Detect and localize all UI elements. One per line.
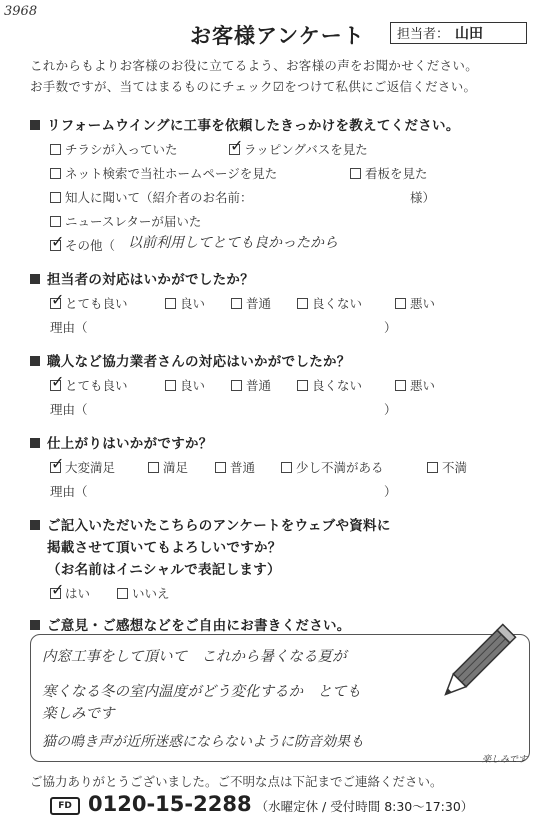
q3-reason-close: ） bbox=[384, 402, 397, 417]
q3-option-normal[interactable] bbox=[231, 376, 271, 394]
footer-thanks: ご協力ありがとうございました。ご不明な点は下記までご連絡ください。 bbox=[30, 774, 443, 789]
q4-reason-close: ） bbox=[384, 484, 397, 499]
freedial-icon: FD bbox=[50, 797, 80, 815]
checkbox[interactable] bbox=[117, 588, 128, 599]
option-label: とても良い bbox=[65, 378, 128, 393]
pencil-icon bbox=[438, 612, 528, 702]
checkbox[interactable] bbox=[215, 462, 226, 473]
option-label: ニュースレターが届いた bbox=[65, 214, 202, 229]
option-label: ネット検索で当社ホームページを見た bbox=[65, 166, 278, 181]
q1-friend-suffix: 様） bbox=[410, 190, 436, 205]
q4-question: 仕上がりはいかがですか？ bbox=[47, 436, 213, 452]
q2-option-bad[interactable] bbox=[395, 294, 435, 312]
checkbox[interactable] bbox=[165, 380, 176, 391]
checkbox[interactable] bbox=[50, 192, 61, 203]
option-label: いいえ bbox=[132, 586, 170, 601]
q4-reason-label: 理由（ bbox=[50, 484, 88, 499]
q2-reason-close: ） bbox=[384, 320, 397, 335]
bullet-square-icon bbox=[30, 620, 40, 630]
option-label: チラシが入っていた bbox=[65, 142, 178, 157]
bullet-square-icon bbox=[30, 274, 40, 284]
checkbox[interactable] bbox=[148, 462, 159, 473]
q1-option-web[interactable] bbox=[50, 164, 277, 182]
q4-option-very-satisfied[interactable] bbox=[50, 458, 115, 476]
q5-question-line2: 掲載させて頂いてもよろしいですか？ bbox=[47, 540, 282, 556]
bullet-square-icon bbox=[30, 120, 40, 130]
checkbox-checked[interactable] bbox=[50, 298, 61, 309]
option-label: ラッピングバスを見た bbox=[244, 142, 368, 157]
q3-question: 職人など協力業者さんの対応はいかがでしたか？ bbox=[47, 354, 351, 370]
q2-reason-label: 理由（ bbox=[50, 320, 88, 335]
q3-heading bbox=[30, 350, 351, 370]
option-label: 良くない bbox=[312, 378, 363, 393]
staff-label: 担当者： bbox=[397, 27, 450, 42]
q1-option-sign[interactable] bbox=[350, 164, 428, 182]
checkbox[interactable] bbox=[297, 298, 308, 309]
option-label: 良い bbox=[180, 378, 206, 393]
option-label: 普通 bbox=[230, 460, 256, 475]
intro-line-2: お手数ですが、当てはまるものにチェック☑をつけて私供にご返信ください。 bbox=[30, 79, 477, 94]
q2-heading bbox=[30, 268, 254, 288]
q3-option-very-good[interactable] bbox=[50, 376, 128, 394]
q3-reason-label: 理由（ bbox=[50, 402, 88, 417]
q4-option-slightly-dissatisfied[interactable] bbox=[281, 458, 384, 476]
checkbox[interactable] bbox=[350, 168, 361, 179]
q4-heading bbox=[30, 432, 213, 452]
q1-option-news[interactable] bbox=[50, 212, 201, 230]
staff-box bbox=[390, 22, 527, 44]
bullet-square-icon bbox=[30, 438, 40, 448]
option-label: 普通 bbox=[246, 378, 272, 393]
q4-option-dissatisfied[interactable] bbox=[427, 458, 467, 476]
option-label: とても良い bbox=[65, 296, 128, 311]
comment-line-2: 寒くなる冬の室内温度がどう変化するか とても bbox=[42, 684, 361, 700]
q6-heading bbox=[30, 614, 351, 634]
option-label: 看板を見た bbox=[365, 166, 428, 181]
option-label: 知人に聞いて（紹介者のお名前： bbox=[65, 190, 253, 205]
business-hours: （水曜定休 / 受付時間 8:30〜17:30） bbox=[255, 799, 474, 814]
q1-heading bbox=[30, 114, 460, 134]
q6-question: ご意見・ご感想などをご自由にお書きください。 bbox=[47, 618, 351, 634]
checkbox[interactable] bbox=[231, 298, 242, 309]
q5-option-yes[interactable] bbox=[50, 584, 90, 602]
q5-heading bbox=[30, 514, 391, 534]
q1-option-other[interactable] bbox=[50, 236, 115, 254]
option-label: 良い bbox=[180, 296, 206, 311]
q3-option-bad[interactable] bbox=[395, 376, 435, 394]
q3-option-not-good[interactable] bbox=[297, 376, 362, 394]
checkbox-checked[interactable] bbox=[229, 144, 240, 155]
page-title: お客様アンケート bbox=[190, 24, 365, 48]
q1-option-friend[interactable] bbox=[50, 188, 253, 206]
option-label: その他（ bbox=[65, 238, 116, 253]
option-label: 少し不満がある bbox=[296, 460, 384, 475]
comment-line-1: 内窓工事をして頂いて これから暑くなる夏が bbox=[42, 649, 347, 665]
checkbox[interactable] bbox=[395, 380, 406, 391]
q5-question-line3: （お名前はイニシャルで表記します） bbox=[47, 562, 281, 578]
staff-name: 山田 bbox=[455, 26, 484, 42]
intro-line-1: これからもよりお客様のお役に立てるよう、お客様の声をお聞かせください。 bbox=[30, 58, 479, 73]
checkbox[interactable] bbox=[50, 216, 61, 227]
checkbox[interactable] bbox=[50, 168, 61, 179]
checkbox-checked[interactable] bbox=[50, 588, 61, 599]
option-label: 大変満足 bbox=[65, 460, 116, 475]
phone-number[interactable]: 0120-15-2288 bbox=[88, 792, 252, 816]
footer-phone[interactable] bbox=[50, 792, 473, 816]
q1-question: リフォームウイングに工事を依頼したきっかけを教えてください。 bbox=[47, 118, 460, 134]
option-label: 普通 bbox=[246, 296, 272, 311]
q3-option-good[interactable] bbox=[165, 376, 205, 394]
option-label: はい bbox=[65, 586, 91, 601]
bullet-square-icon bbox=[30, 520, 40, 530]
checkbox-checked[interactable] bbox=[50, 380, 61, 391]
option-label: 良くない bbox=[312, 296, 363, 311]
option-label: 悪い bbox=[410, 296, 436, 311]
option-label: 不満 bbox=[442, 460, 468, 475]
q1-option-bus[interactable] bbox=[229, 140, 368, 158]
checkbox[interactable] bbox=[427, 462, 438, 473]
q2-option-normal[interactable] bbox=[231, 294, 271, 312]
option-label: 悪い bbox=[410, 378, 436, 393]
q5-option-no[interactable] bbox=[117, 584, 170, 602]
checkbox[interactable] bbox=[395, 298, 406, 309]
checkbox[interactable] bbox=[231, 380, 242, 391]
checkbox[interactable] bbox=[297, 380, 308, 391]
serial-number: 3968 bbox=[4, 4, 38, 19]
checkbox-checked[interactable] bbox=[50, 462, 61, 473]
option-label: 満足 bbox=[163, 460, 189, 475]
comment-line-5: 楽しみです bbox=[482, 755, 528, 765]
q2-option-good[interactable] bbox=[165, 294, 205, 312]
checkbox[interactable] bbox=[165, 298, 176, 309]
q5-question-line1: ご記入いただいたこちらのアンケートをウェブや資料に bbox=[47, 518, 391, 534]
bullet-square-icon bbox=[30, 356, 40, 366]
q4-option-satisfied[interactable] bbox=[148, 458, 188, 476]
q4-option-normal[interactable] bbox=[215, 458, 255, 476]
checkbox-checked[interactable] bbox=[50, 240, 61, 251]
q2-option-very-good[interactable] bbox=[50, 294, 128, 312]
comment-line-4: 猫の鳴き声が近所迷惑にならないように防音効果も bbox=[42, 734, 364, 750]
comment-line-3: 楽しみです bbox=[42, 706, 115, 722]
checkbox[interactable] bbox=[281, 462, 292, 473]
q1-option-flyer[interactable] bbox=[50, 140, 178, 158]
q2-option-not-good[interactable] bbox=[297, 294, 362, 312]
q1-other-handwritten: 以前利用してとても良かったから bbox=[128, 235, 338, 251]
q2-question: 担当者の対応はいかがでしたか？ bbox=[47, 272, 254, 288]
checkbox[interactable] bbox=[50, 144, 61, 155]
